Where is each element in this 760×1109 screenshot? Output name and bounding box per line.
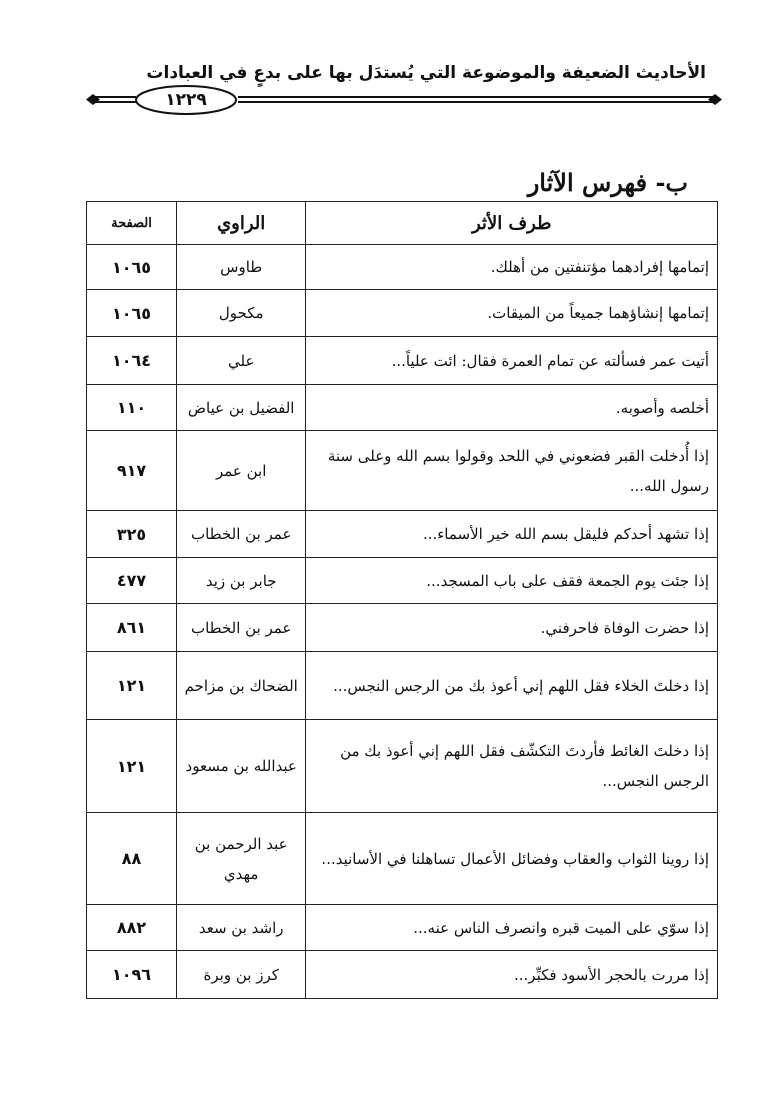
narrator: جابر بن زيد xyxy=(176,558,305,604)
narrator: عبد الرحمن بن مهدي xyxy=(176,813,305,905)
page-ref: ١٠٦٥ xyxy=(87,290,177,337)
athar-text: أخلصه وأصوبه. xyxy=(306,385,718,431)
column-header-text: طرف الأثر xyxy=(306,202,718,245)
athar-text: إذا حضرت الوفاة فاحرفني. xyxy=(306,604,718,652)
table-row xyxy=(87,604,718,652)
athar-text: إذا روينا الثواب والعقاب وفضائل الأعمال تساهلنا في الأسانيد... xyxy=(306,813,718,905)
page-ref: ٣٢٥ xyxy=(87,511,177,558)
page-ref: ١٠٦٥ xyxy=(87,245,177,290)
table-row xyxy=(87,337,718,385)
athar-index-table xyxy=(86,201,718,999)
athar-text: إتمامها إنشاؤهما جميعاً من الميقات. xyxy=(306,290,718,337)
page-ref: ٨٨ xyxy=(87,813,177,905)
narrator: مكحول xyxy=(176,290,305,337)
table-row xyxy=(87,245,718,290)
narrator: راشد بن سعد xyxy=(176,905,305,951)
narrator: الضحاك بن مزاحم xyxy=(176,652,305,720)
running-header-title: الأحاديث الضعيفة والموضوعة التي يُستدَل بها على بدعٍ في العبادات xyxy=(146,63,706,83)
section-title: ب- فهرس الآثار xyxy=(527,168,688,197)
header-rule xyxy=(86,82,722,118)
table-row xyxy=(87,385,718,431)
page-ref: ١١٠ xyxy=(87,385,177,431)
table-row xyxy=(87,431,718,511)
table-row xyxy=(87,511,718,558)
page-ref: ٨٨٢ xyxy=(87,905,177,951)
athar-text: إذا سوّي على الميت قبره وانصرف الناس عنه... xyxy=(306,905,718,951)
athar-text: إذا جئت يوم الجمعة فقف على باب المسجد... xyxy=(306,558,718,604)
column-header-page: الصفحة xyxy=(87,202,177,245)
page-ref: ٨٦١ xyxy=(87,604,177,652)
athar-text: إذا تشهد أحدكم فليقل بسم الله خير الأسماء... xyxy=(306,511,718,558)
table-row xyxy=(87,290,718,337)
narrator: عبدالله بن مسعود xyxy=(176,720,305,813)
athar-text: إذا دخلتَ الغائط فأردتَ التكشّف فقل اللهم إني أعوذ بك من الرجس النجس... xyxy=(306,720,718,813)
page-ref: ١٠٩٦ xyxy=(87,951,177,999)
page-ref: ١٠٦٤ xyxy=(87,337,177,385)
narrator: عمر بن الخطاب xyxy=(176,511,305,558)
athar-text: إذا مررت بالحجر الأسود فكبِّر... xyxy=(306,951,718,999)
table-row xyxy=(87,720,718,813)
table-row xyxy=(87,951,718,999)
narrator: كرز بن وبرة xyxy=(176,951,305,999)
table-row xyxy=(87,813,718,905)
table-header-row xyxy=(87,202,718,245)
table-row xyxy=(87,652,718,720)
athar-text: إذا دخلتَ الخلاء فقل اللهم إني أعوذ بك من الرجس النجس... xyxy=(306,652,718,720)
table-row xyxy=(87,905,718,951)
page-number: ١٢٢٩ xyxy=(165,90,207,110)
narrator: ابن عمر xyxy=(176,431,305,511)
narrator: عمر بن الخطاب xyxy=(176,604,305,652)
narrator: علي xyxy=(176,337,305,385)
athar-text: إتمامها إفرادهما مؤتنفتين من أهلك. xyxy=(306,245,718,290)
athar-text: إذا أُدخلت القبر فضعوني في اللحد وقولوا بسم الله وعلى سنة رسول الله... xyxy=(306,431,718,511)
athar-text: أتيت عمر فسألته عن تمام العمرة فقال: ائت علياً... xyxy=(306,337,718,385)
page-ref: ٤٧٧ xyxy=(87,558,177,604)
page-ref: ١٢١ xyxy=(87,652,177,720)
page-ref: ٩١٧ xyxy=(87,431,177,511)
narrator: طاوس xyxy=(176,245,305,290)
page-ref: ١٢١ xyxy=(87,720,177,813)
column-header-narrator: الراوي xyxy=(176,202,305,245)
table-row xyxy=(87,558,718,604)
narrator: الفضيل بن عياض xyxy=(176,385,305,431)
